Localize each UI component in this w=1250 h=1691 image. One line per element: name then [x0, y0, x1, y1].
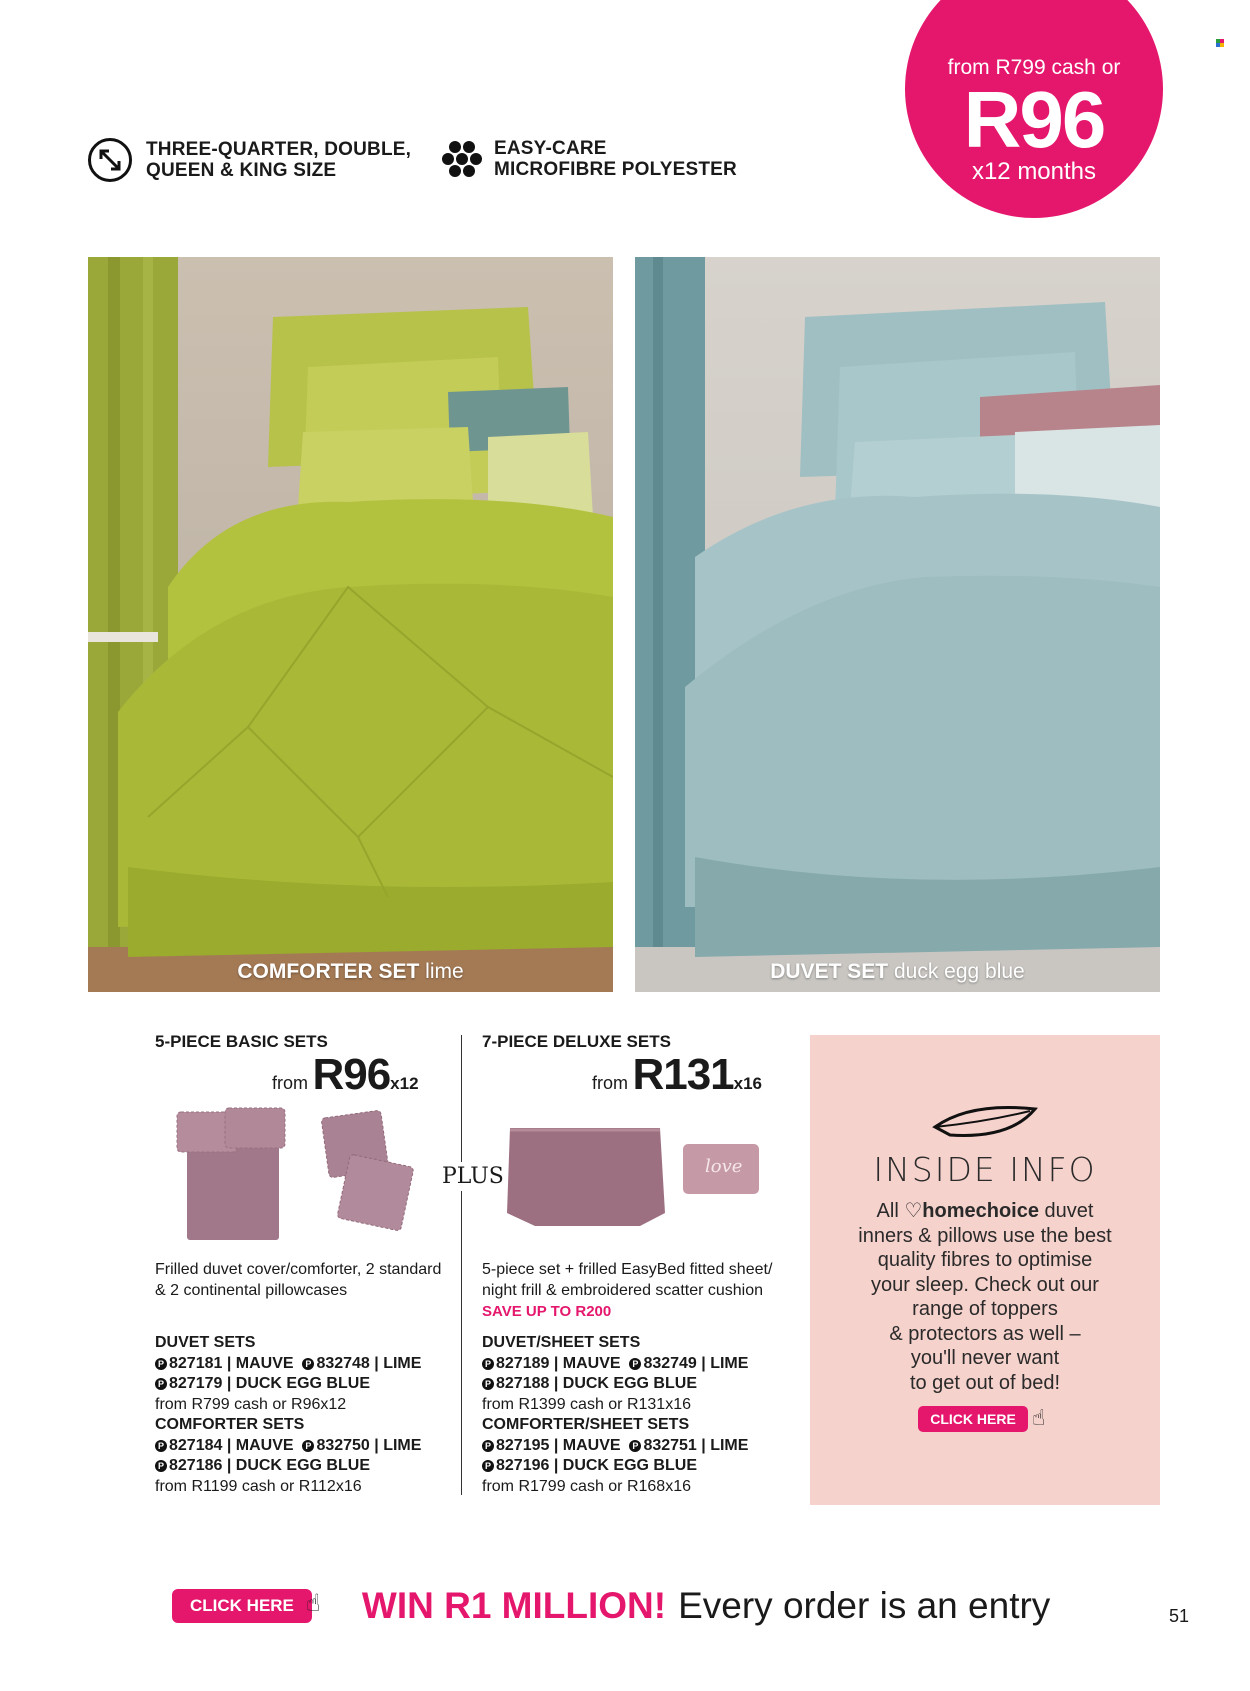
comforter-caption: COMFORTER SET lime	[237, 960, 464, 983]
deluxe-comforter-head: COMFORTER/SHEET SETS	[482, 1416, 690, 1433]
column-divider	[461, 1035, 462, 1495]
basic-duvet-head: DUVET SETS	[155, 1334, 256, 1351]
feather-icon	[930, 1097, 1040, 1142]
duvet-set-photo[interactable]	[635, 257, 1160, 992]
entry-text: Every order is an entry	[678, 1585, 1051, 1626]
size-feature	[88, 138, 411, 182]
duvet-caption: DUVET SET duck egg blue	[770, 960, 1025, 983]
save-label: SAVE UP TO R200	[482, 1303, 612, 1320]
brand-name: homechoice	[922, 1200, 1039, 1222]
deluxe-price: from R131x16	[592, 1050, 763, 1099]
win-banner	[172, 1585, 1050, 1627]
fabric-feature	[442, 138, 737, 180]
comforter-set-photo[interactable]	[88, 257, 613, 992]
brand-mark-icon	[1216, 34, 1224, 42]
info-click-here-button[interactable]: CLICK HERE	[918, 1406, 1028, 1432]
deluxe-set-product-image[interactable]	[505, 1118, 765, 1233]
pointer-hand-icon: ☝	[306, 1590, 321, 1617]
inside-info-panel	[810, 1035, 1160, 1505]
size-text-line1: THREE-QUARTER, DOUBLE,	[146, 139, 412, 160]
plus-label: PLUS	[442, 1164, 504, 1189]
badge-line1: from R799 cash or	[947, 56, 1121, 79]
info-body: All ♡homechoice duvet inners & pillows use the best quality fibres to optimise your sleep. Check out our range of toppers & protectors as well – you'll never want to get out of bed!	[858, 1200, 1112, 1394]
basic-heading: 5-PIECE BASIC SETS	[155, 1032, 328, 1051]
banner-click-here-button[interactable]: CLICK HERE	[172, 1589, 312, 1623]
fabric-text-line1: EASY-CARE	[494, 138, 607, 159]
deluxe-duvet-price: from R1399 cash or R131x16	[482, 1395, 691, 1413]
deluxe-duvet-head: DUVET/SHEET SETS	[482, 1334, 641, 1351]
basic-codes: DUVET SETS P 827181 | MAUVE P 832748 | LIME P 827179 | DUCK EGG BLUE from R799 cash or R96x12 COMFORTER SETS P 827184 | MAUVE P 832750 | LIME P 827186 | DUCK EGG BLUE from R1199 cash or R112x16	[155, 1333, 421, 1497]
deluxe-codes: DUVET/SHEET SETS P 827189 | MAUVE P 832749 | LIME P 827188 | DUCK EGG BLUE from R1399 cash or R131x16 COMFORTER/SHEET SETS P 827195 | MAUVE P 832751 | LIME P 827196 | DUCK EGG BLUE from R1799 cash or R168x16	[482, 1333, 748, 1497]
cushion-text: love	[705, 1156, 743, 1177]
basic-price: from R96x12	[272, 1050, 419, 1099]
deluxe-heading: 7-PIECE DELUXE SETS	[482, 1032, 671, 1051]
hexagon-cluster-icon	[442, 139, 482, 179]
basic-set-product-image[interactable]	[175, 1100, 435, 1245]
diagonal-arrow-icon	[88, 138, 132, 182]
basic-comforter-price: from R1199 cash or R112x16	[155, 1477, 362, 1495]
basic-duvet-price: from R799 cash or R96x12	[155, 1395, 347, 1413]
badge-price: R96	[963, 75, 1105, 164]
win-headline: WIN R1 MILLION!	[361, 1585, 667, 1626]
basic-description: Frilled duvet cover/comforter, 2 standard & 2 continental pillowcases	[155, 1261, 442, 1299]
price-badge	[905, 0, 1163, 218]
fabric-text-line2: MICROFIBRE POLYESTER	[494, 159, 737, 180]
page-number: 51	[1169, 1606, 1190, 1626]
size-text-line2: QUEEN & KING SIZE	[146, 160, 337, 181]
deluxe-description: 5-piece set + frilled EasyBed fitted sheet/ night frill & embroidered scatter cushion SAVE UP TO R200	[482, 1261, 773, 1320]
basic-sets-column	[155, 1032, 328, 1052]
badge-line3: x12 months	[971, 158, 1097, 185]
pointer-hand-icon: ☝	[1032, 1405, 1046, 1430]
basic-comforter-head: COMFORTER SETS	[155, 1416, 305, 1433]
info-title: INSIDE INFO	[873, 1150, 1097, 1189]
deluxe-sets-column	[482, 1032, 671, 1052]
deluxe-comforter-price: from R1799 cash or R168x16	[482, 1477, 691, 1495]
